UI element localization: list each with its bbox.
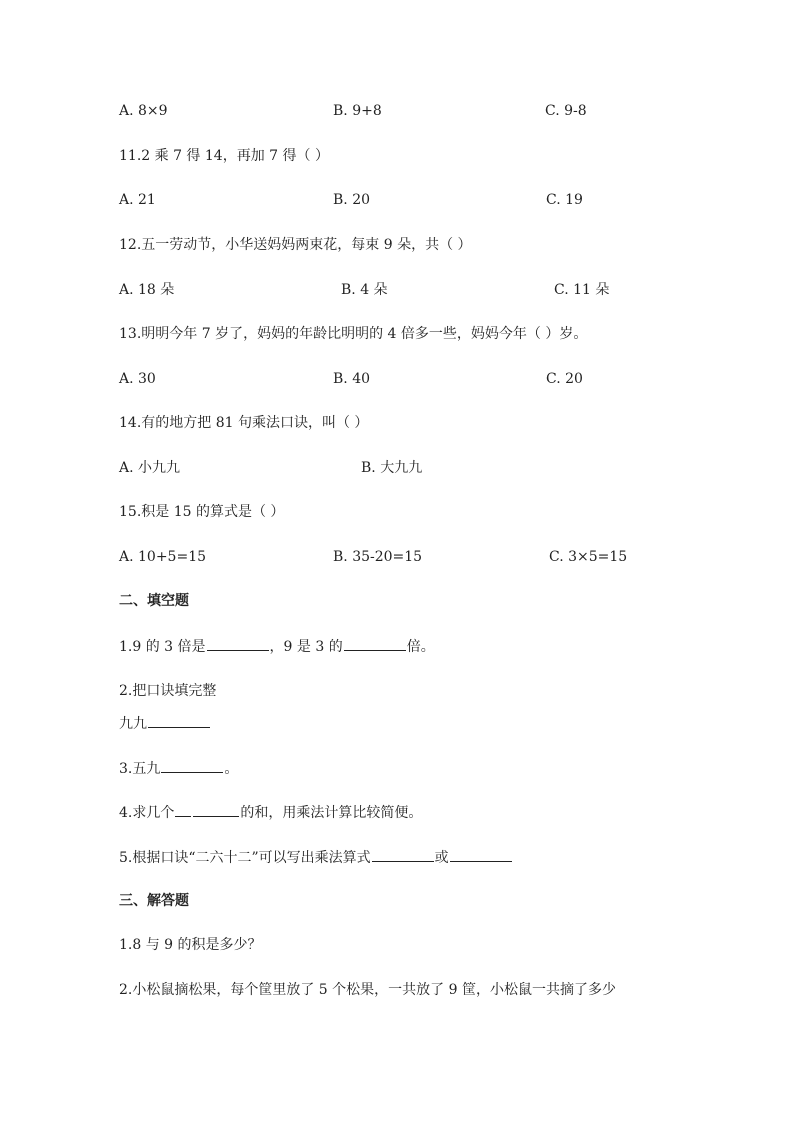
fill5-text-b: 或 [434,850,449,866]
q13-option-c: C. 20 [546,371,583,387]
q15-question: 15.积是 15 的算式是（ ） [119,504,285,520]
fill3-text-b: 。 [224,761,239,777]
section-heading-fill-in: 二、填空题 [119,593,189,609]
fill-question-2-title: 2.把口诀填完整 [119,683,217,699]
q10-option-a: A. 8×9 [119,103,168,119]
q11-question: 11.2 乘 7 得 14，再加 7 得（ ） [119,148,329,164]
q13-option-b: B. 40 [333,371,371,387]
answer-question-1: 1.8 与 9 的积是多少？ [119,937,262,953]
q12-question: 12.五一劳动节，小华送妈妈两束花，每束 9 朵，共（ ） [119,237,472,253]
fill5-text-a: 5.根据口诀“二六十二”可以写出乘法算式 [119,850,371,866]
q10-option-c: C. 9-8 [545,103,587,119]
fill3-text-a: 3.五九 [119,761,161,777]
answer-blank[interactable] [450,847,512,862]
answer-blank[interactable] [207,636,269,651]
q13-option-a: A. 30 [119,371,156,387]
q13-question: 13.明明今年 7 岁了，妈妈的年龄比明明的 4 倍多一些，妈妈今年（ ）岁。 [119,326,588,342]
fill-question-4 [119,802,422,823]
fill1-text-a: 1.9 的 3 倍是 [119,639,206,655]
fill-question-2-line [119,713,211,734]
fill1-text-b: ，9 是 3 的 [269,639,343,655]
q11-option-b: B. 20 [333,192,371,208]
fill-question-3 [119,758,238,779]
q12-option-c: C. 11 朵 [554,282,610,298]
fill-question-1 [119,636,435,657]
fill2-text: 九九 [119,716,147,732]
q14-option-b: B. 大九九 [361,460,423,476]
answer-blank[interactable] [344,636,406,651]
answer-blank[interactable] [161,758,223,773]
answer-blank[interactable] [193,802,239,817]
answer-question-2: 2.小松鼠摘松果，每个筐里放了 5 个松果，一共放了 9 筐，小松鼠一共摘了多少 [119,982,616,998]
answer-blank[interactable] [148,713,210,728]
fill-question-5 [119,847,513,868]
q15-option-b: B. 35-20=15 [333,549,423,565]
q11-option-a: A. 21 [119,192,156,208]
q15-option-a: A. 10+5=15 [119,549,207,565]
q12-option-a: A. 18 朵 [119,282,175,298]
q11-option-c: C. 19 [546,192,583,208]
q15-option-c: C. 3×5=15 [549,549,628,565]
answer-blank[interactable] [372,847,434,862]
fill1-text-c: 倍。 [406,639,435,655]
q14-question: 14.有的地方把 81 句乘法口诀，叫（ ） [119,415,369,431]
q12-option-b: B. 4 朵 [341,282,388,298]
fill4-text-b: 的和，用乘法计算比较简便。 [240,805,423,821]
q14-option-a: A. 小九九 [119,460,181,476]
section-heading-answer: 三、解答题 [119,893,189,909]
q10-option-b: B. 9+8 [333,103,382,119]
answer-blank[interactable] [175,802,191,817]
fill4-text-a: 4.求几个 [119,805,175,821]
